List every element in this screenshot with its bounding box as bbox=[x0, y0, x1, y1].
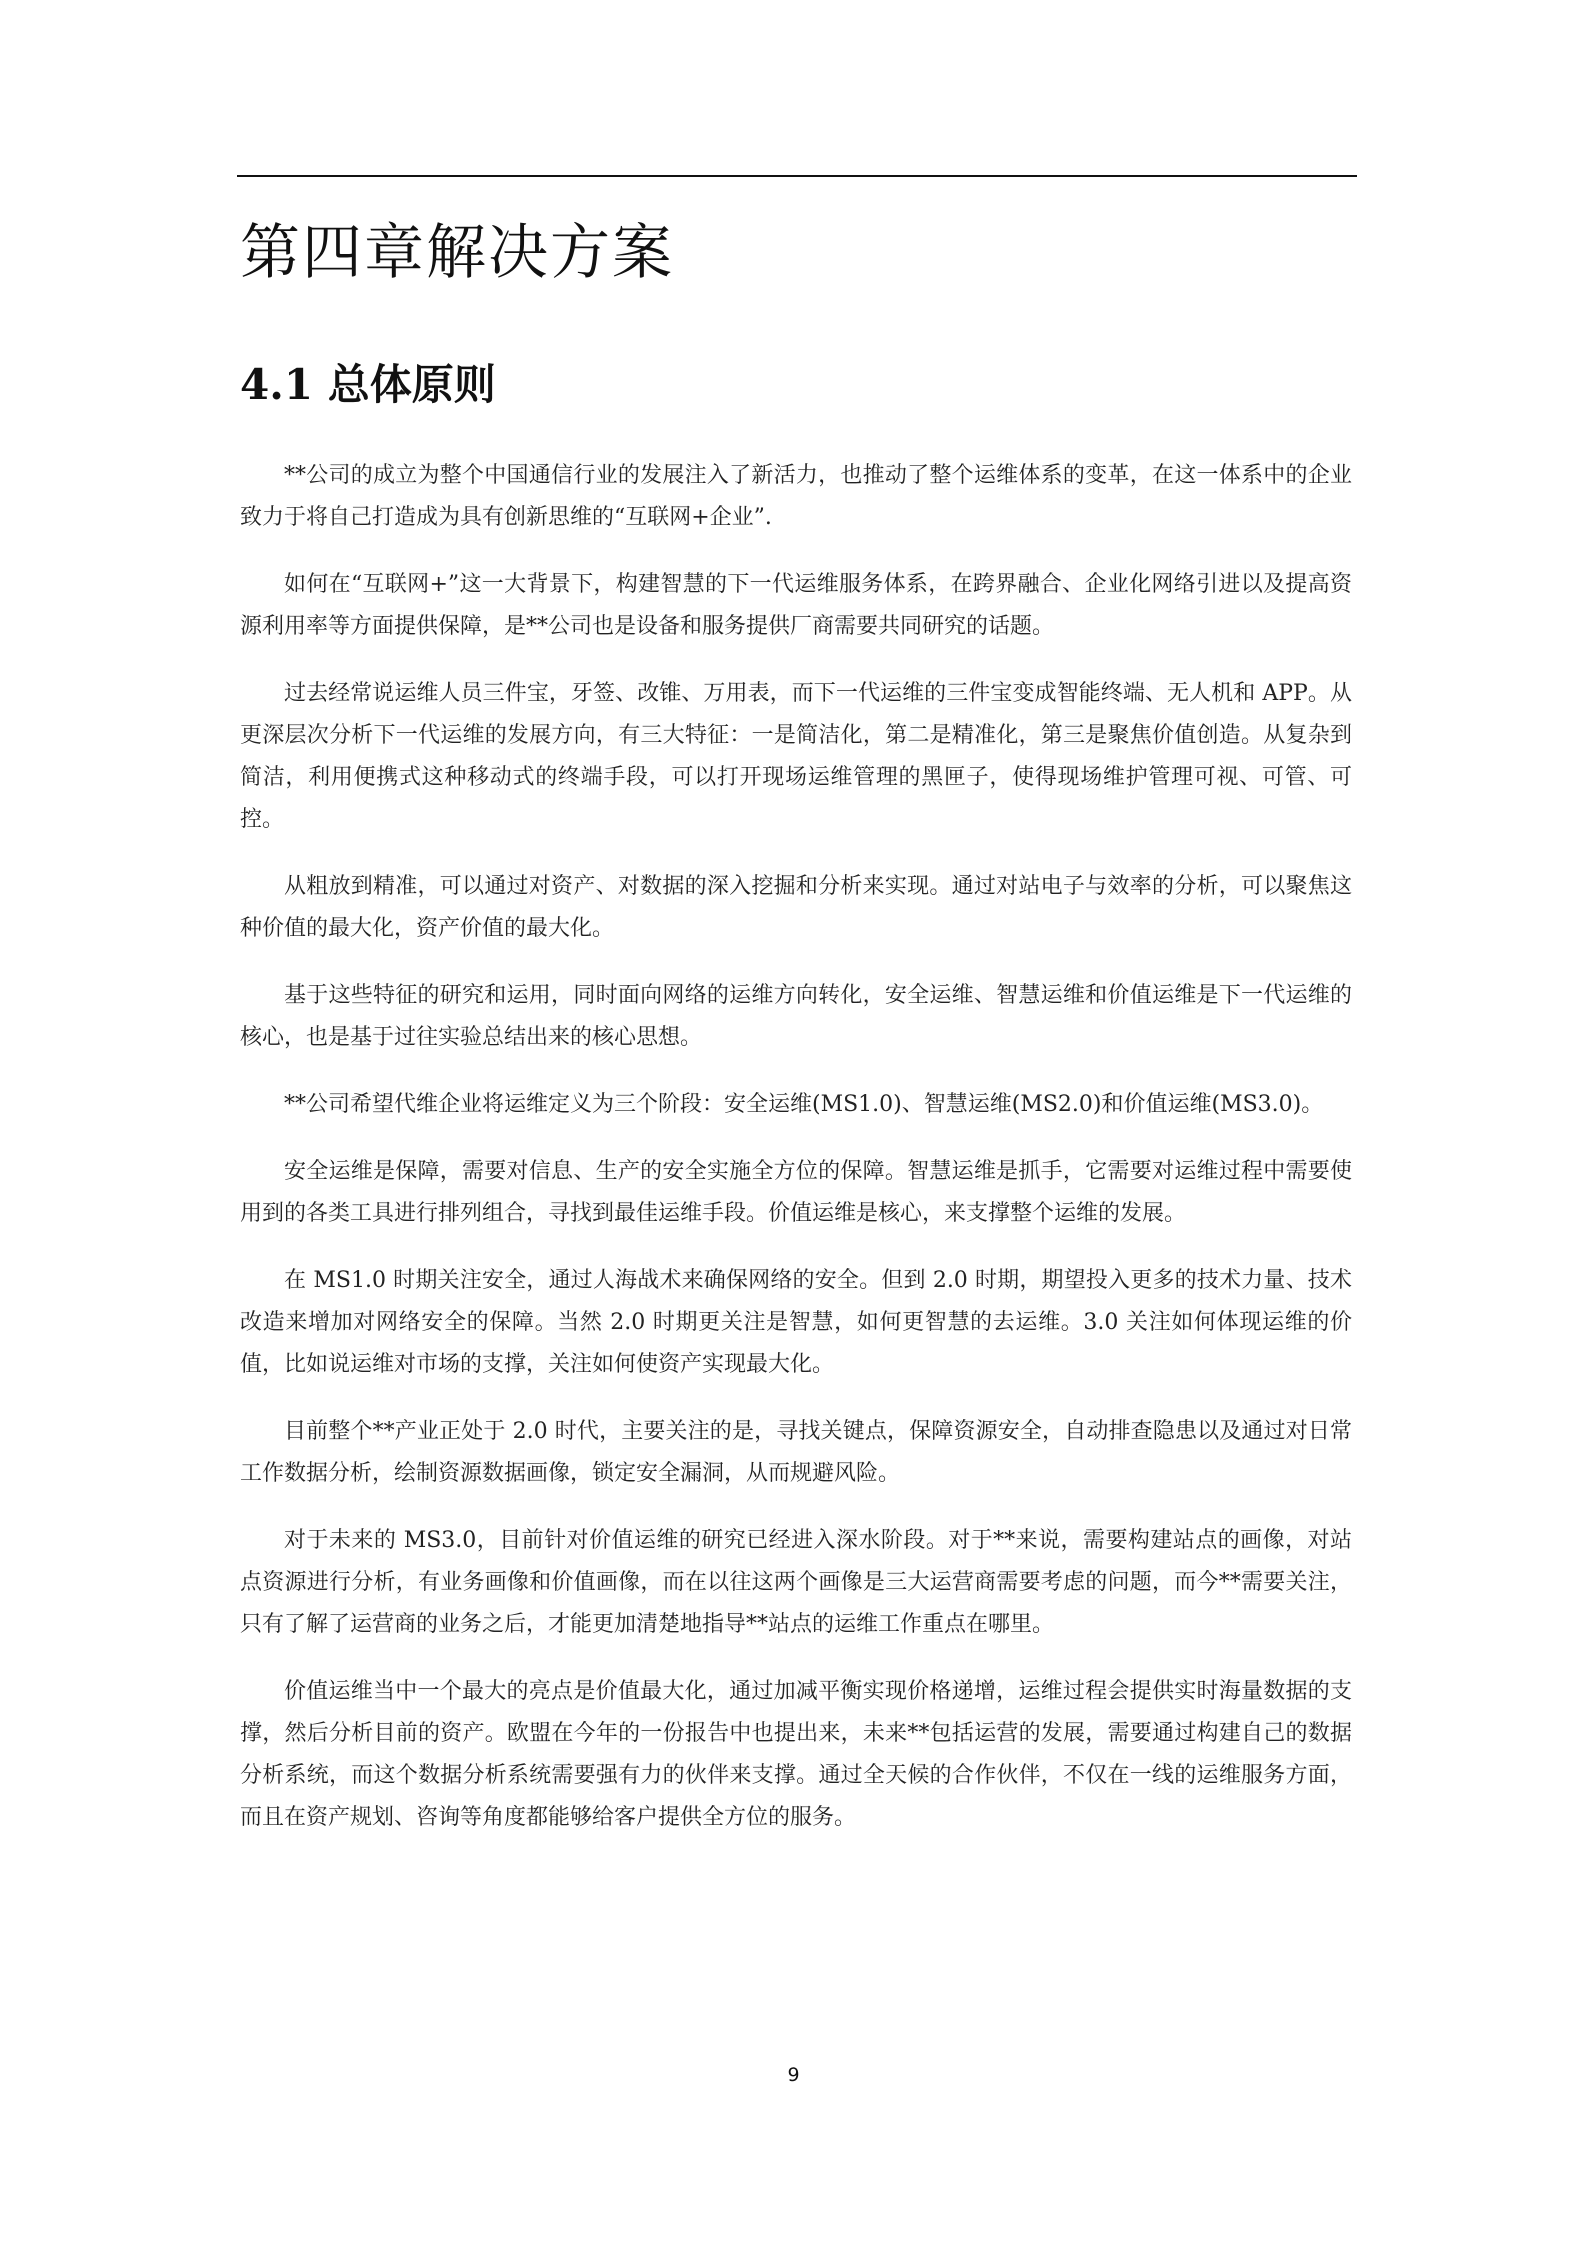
paragraph: 从粗放到精准，可以通过对资产、对数据的深入挖掘和分析来实现。通过对站电子与效率的分析，可以聚焦这种价值的最大化，资产价值的最大化。 bbox=[240, 874, 1352, 941]
section-title: 4.1 总体原则 bbox=[240, 360, 496, 409]
paragraph: 在 MS1.0 时期关注安全，通过人海战术来确保网络的安全。但到 2.0 时期，期望投入更多的技术力量、技术改造来增加对网络安全的保障。当然 2.0 时期更关注是智慧，如何更智慧的去运维。3.0 关注如何体现运维的价值，比如说运维对市场的支撑，关注如何使资产实现最大化。 bbox=[240, 1268, 1352, 1377]
paragraph: 对于未来的 MS3.0，目前针对价值运维的研究已经进入深水阶段。对于**来说，需要构建站点的画像，对站点资源进行分析，有业务画像和价值画像，而在以往这两个画像是三大运营商需要考虑的问题，而今**需要关注，只有了解了运营商的业务之后，才能更加清楚地指导**站点的运维工作重点在哪里。 bbox=[240, 1528, 1352, 1637]
page-number: 9 bbox=[787, 2064, 800, 2086]
paragraph: 如何在“互联网+”这一大背景下，构建智慧的下一代运维服务体系，在跨界融合、企业化网络引进以及提高资源利用率等方面提供保障，是**公司也是设备和服务提供厂商需要共同研究的话题。 bbox=[240, 572, 1352, 639]
paragraph: 过去经常说运维人员三件宝，牙签、改锥、万用表，而下一代运维的三件宝变成智能终端、无人机和 APP。从更深层次分析下一代运维的发展方向，有三大特征：一是简洁化，第二是精准化，第三是聚焦价值创造。从复杂到简洁，利用便携式这种移动式的终端手段，可以打开现场运维管理的黑匣子，使得现场维护管理可视、可管、可控。 bbox=[240, 681, 1352, 832]
paragraph: **公司的成立为整个中国通信行业的发展注入了新活力，也推动了整个运维体系的变革，在这一体系中的企业致力于将自己打造成为具有创新思维的“互联网+企业”. bbox=[240, 463, 1352, 530]
paragraph: 目前整个**产业正处于 2.0 时代，主要关注的是，寻找关键点，保障资源安全，自动排查隐患以及通过对日常工作数据分析，绘制资源数据画像，锁定安全漏洞，从而规避风险。 bbox=[240, 1419, 1352, 1486]
paragraph: 价值运维当中一个最大的亮点是价值最大化，通过加减平衡实现价格递增，运维过程会提供实时海量数据的支撑，然后分析目前的资产。欧盟在今年的一份报告中也提出来，未来**包括运营的发展，需要通过构建自己的数据分析系统，而这个数据分析系统需要强有力的伙伴来支撑。通过全天候的合作伙伴，不仅在一线的运维服务方面，而且在资产规划、咨询等角度都能够给客户提供全方位的服务。 bbox=[240, 1679, 1352, 1830]
chapter-title: 第四章解决方案 bbox=[240, 218, 674, 288]
paragraph: **公司希望代维企业将运维定义为三个阶段：安全运维(MS1.0)、智慧运维(MS2.0)和价值运维(MS3.0)。 bbox=[284, 1092, 1324, 1117]
body-text bbox=[240, 455, 1352, 1864]
paragraph: 基于这些特征的研究和运用，同时面向网络的运维方向转化，安全运维、智慧运维和价值运维是下一代运维的核心，也是基于过往实验总结出来的核心思想。 bbox=[240, 983, 1352, 1050]
header-rule bbox=[237, 175, 1357, 177]
paragraph: 安全运维是保障，需要对信息、生产的安全实施全方位的保障。智慧运维是抓手，它需要对运维过程中需要使用到的各类工具进行排列组合，寻找到最佳运维手段。价值运维是核心，来支撑整个运维的发展。 bbox=[240, 1159, 1352, 1226]
